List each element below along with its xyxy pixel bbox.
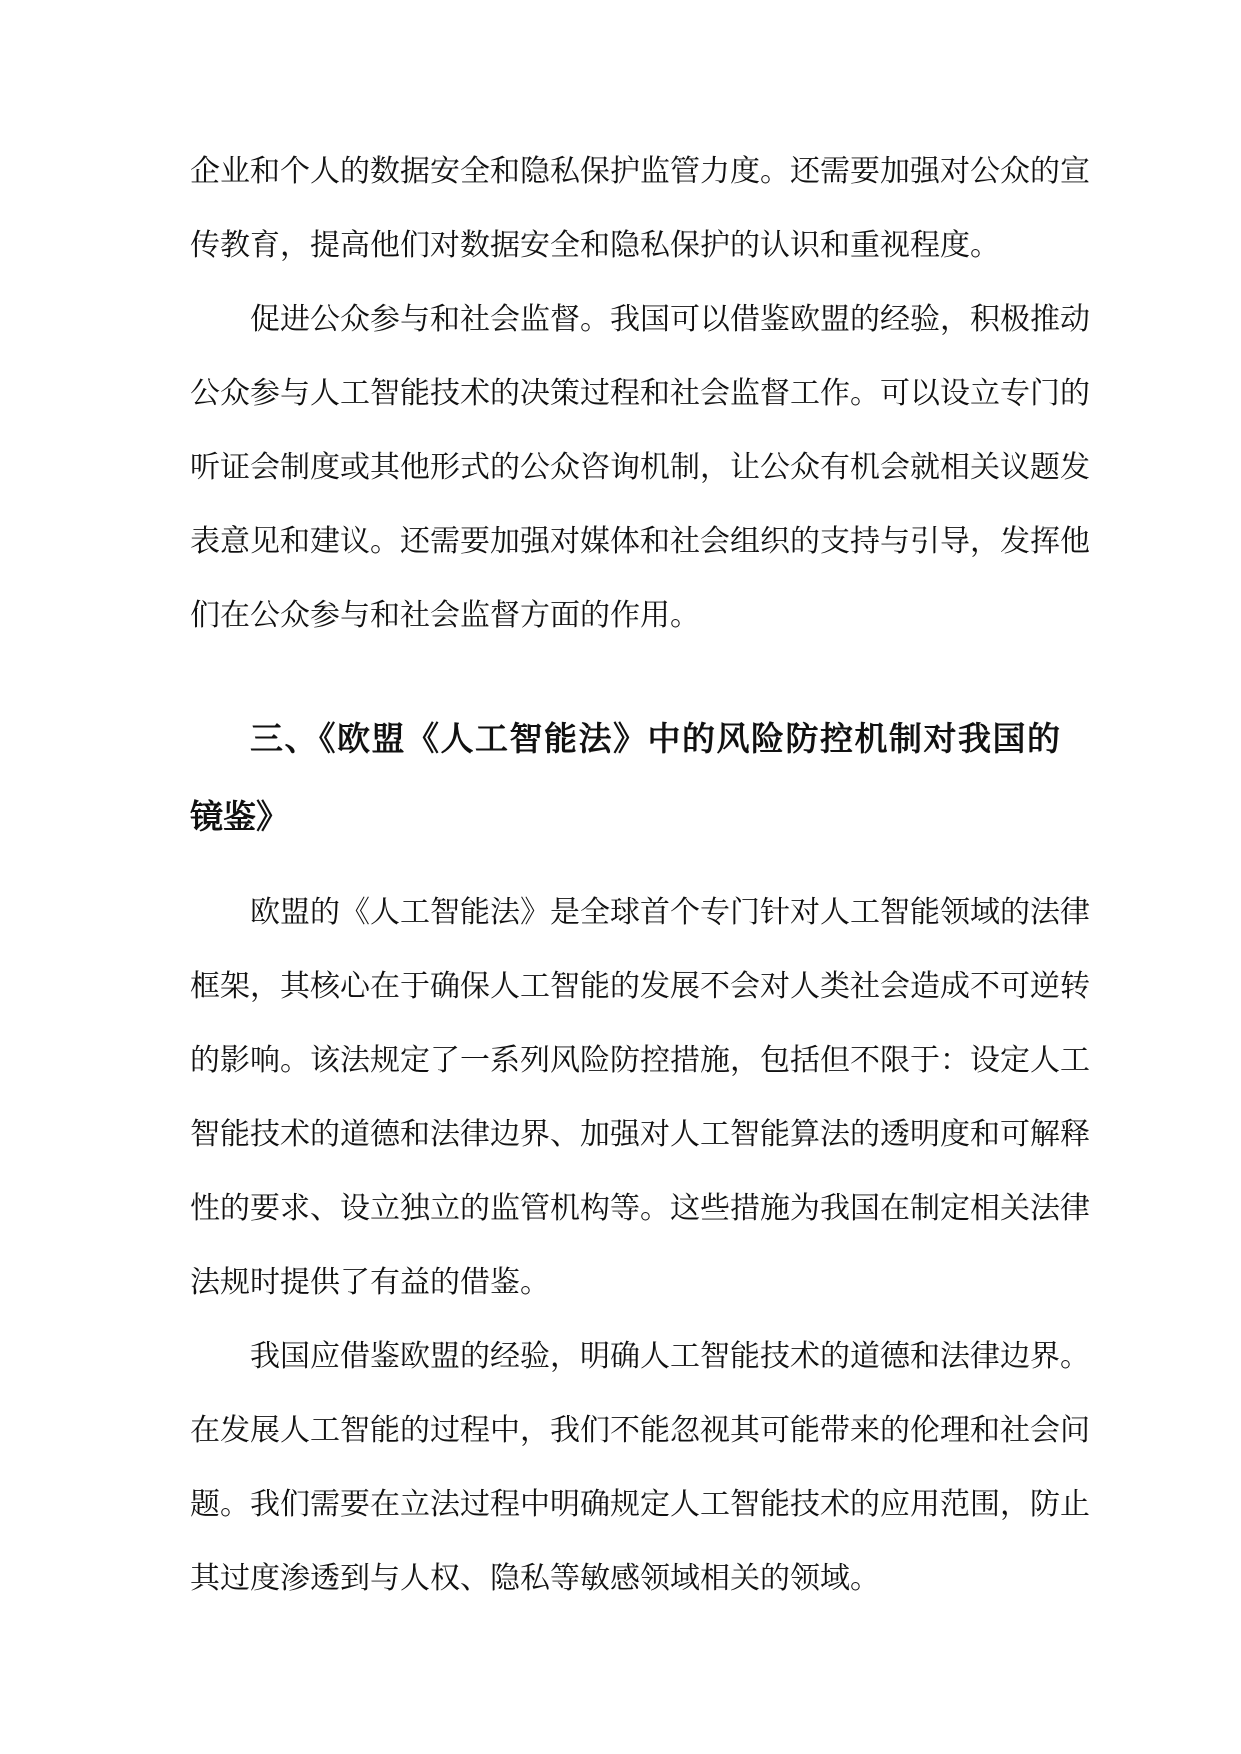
paragraph-1-line-1: 企业和个人的数据安全和隐私保护监管力度。还需要加强对公众的宣 [190,154,1090,189]
paragraph-3-line-3: 的影响。该法规定了一系列风险防控措施，包括但不限于：设定人工 [190,1043,1090,1078]
paragraph-4-line-1: 我国应借鉴欧盟的经验，明确人工智能技术的道德和法律边界。 [250,1339,1090,1374]
section-heading-line-1: 三、《欧盟《人工智能法》中的风险防控机制对我国的 [250,719,1060,758]
paragraph-3-line-2: 框架，其核心在于确保人工智能的发展不会对人类社会造成不可逆转 [190,969,1090,1004]
paragraph-3-line-5: 性的要求、设立独立的监管机构等。这些措施为我国在制定相关法律 [190,1191,1090,1226]
section-heading-line-2: 镜鉴》 [190,797,289,836]
paragraph-4-line-2: 在发展人工智能的过程中，我们不能忽视其可能带来的伦理和社会问 [190,1413,1090,1448]
paragraph-2-line-5: 们在公众参与和社会监督方面的作用。 [190,598,700,633]
paragraph-2-line-1: 促进公众参与和社会监督。我国可以借鉴欧盟的经验，积极推动 [250,302,1090,337]
paragraph-4-line-4: 其过度渗透到与人权、隐私等敏感领域相关的领域。 [190,1561,880,1596]
paragraph-2-line-3: 听证会制度或其他形式的公众咨询机制，让公众有机会就相关议题发 [190,450,1090,485]
paragraph-2-line-2: 公众参与人工智能技术的决策过程和社会监督工作。可以设立专门的 [190,376,1090,411]
paragraph-2-line-4: 表意见和建议。还需要加强对媒体和社会组织的支持与引导，发挥他 [190,524,1090,559]
paragraph-3-line-4: 智能技术的道德和法律边界、加强对人工智能算法的透明度和可解释 [190,1117,1090,1152]
paragraph-4-line-3: 题。我们需要在立法过程中明确规定人工智能技术的应用范围，防止 [190,1487,1090,1522]
paragraph-3-line-6: 法规时提供了有益的借鉴。 [190,1265,550,1300]
paragraph-1-line-2: 传教育，提高他们对数据安全和隐私保护的认识和重视程度。 [190,228,1000,263]
paragraph-3-line-1: 欧盟的《人工智能法》是全球首个专门针对人工智能领域的法律 [250,895,1090,930]
